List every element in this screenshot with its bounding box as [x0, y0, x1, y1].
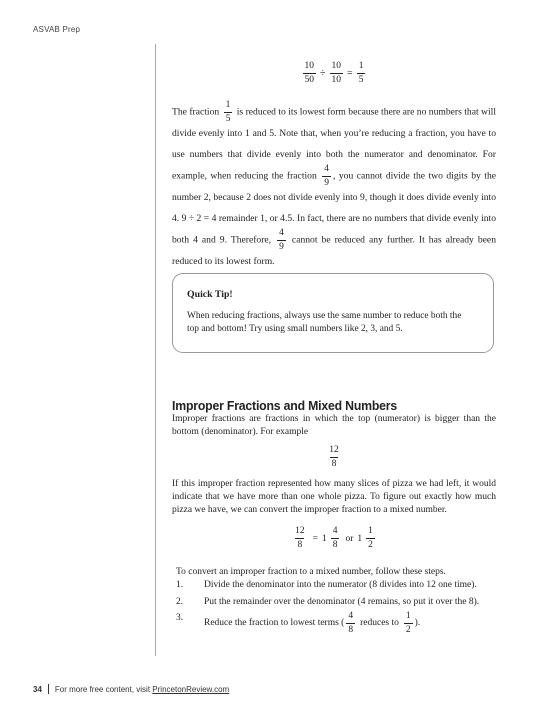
text-run: cannot be reduced any further. It has already been reduced to its lowest form.: [172, 235, 496, 268]
mixed-number-equation: [172, 527, 496, 550]
page-number: 34: [33, 684, 42, 694]
numerator: 1: [225, 100, 231, 110]
page-footer: [33, 684, 229, 694]
operator: =: [312, 533, 318, 544]
section-heading: Improper Fractions and Mixed Numbers: [172, 398, 398, 413]
footer-divider: [48, 684, 49, 694]
tip-text: When reducing fractions, always use the same number to reduce both the top and bottom! Try using small numbers like 2, 3, and 5.: [187, 311, 462, 334]
fraction: [303, 62, 317, 85]
example-fraction: [172, 446, 496, 469]
list-item: [172, 596, 496, 609]
denominator: 9: [279, 241, 284, 252]
footer-link[interactable]: PrincetonReview.com: [152, 684, 230, 694]
fraction: [331, 527, 340, 550]
operator: ÷: [320, 68, 326, 79]
intro-paragraph: Improper fractions are fractions in which the top (numerator) is bigger than the bottom (denominator). For example: [172, 414, 496, 437]
operator: =: [347, 68, 353, 79]
numerator: 1: [358, 61, 364, 71]
numerator: 10: [331, 61, 342, 71]
numerator: 4: [348, 611, 354, 621]
footer-text: For more free content, visit: [54, 684, 151, 694]
numerator: 1: [405, 611, 411, 621]
margin-rule: [155, 44, 156, 656]
tip-title: Quick Tip!: [187, 289, 233, 300]
steps-intro: To convert an improper fraction to a mixed number, follow these steps.: [176, 567, 446, 577]
fraction: [404, 612, 413, 635]
numerator: 4: [279, 228, 284, 239]
numerator: 12: [295, 526, 305, 536]
conjunction: or: [345, 533, 354, 544]
fraction: [293, 527, 307, 550]
denominator: 2: [368, 539, 373, 550]
quick-tip-box: [172, 273, 494, 353]
numerator: 4: [332, 526, 338, 536]
body-paragraph: [172, 101, 496, 273]
numerator: 4: [324, 164, 329, 175]
pizza-paragraph: If this improper fraction represented how many slices of pizza we had left, it would indicate that we have more than one whole pizza. To figure out exactly how much pizza we have, we can convert the improper fraction to a mixed number.: [172, 479, 496, 515]
denominator: 2: [405, 624, 411, 635]
numerator: 12: [329, 445, 339, 455]
step-number: 1.: [176, 580, 184, 590]
text-run: , you cannot divide the two digits by the number 2, because 2 does not divide evenly into 9, though it does divide evenly into 4. 9 ÷ 2 = 4 remainder 1, or 4.5. In fact, there are no numbers that divide evenly into both 4 and 9. Therefore,: [172, 170, 496, 247]
list-item: [172, 612, 496, 635]
fraction: [346, 612, 355, 635]
step-text: Put the remainder over the denominator (4 remains, so put it over the 8).: [204, 596, 480, 607]
steps-list: [172, 579, 496, 639]
numerator: 1: [368, 526, 373, 536]
denominator: 9: [324, 177, 329, 188]
list-item: [172, 579, 496, 592]
fraction: [366, 527, 375, 550]
whole-number: 1: [357, 533, 363, 544]
text-run: The fraction: [172, 106, 220, 118]
denominator: 8: [332, 539, 338, 550]
denominator: 8: [297, 539, 303, 550]
denominator: 50: [304, 74, 315, 85]
denominator: 5: [225, 113, 231, 124]
fraction: [277, 229, 286, 252]
step-text: Divide the denominator into the numerator (8 divides into 12 one time).: [204, 580, 477, 590]
text-run: reduces to: [360, 618, 399, 629]
text-run: Reduce the fraction to lowest terms (: [204, 618, 345, 629]
denominator: 8: [331, 458, 337, 469]
step-text: [204, 612, 496, 635]
fraction: [224, 101, 233, 124]
denominator: 10: [331, 74, 342, 85]
text-run: is reduced to its lowest form because there are no numbers that will divide evenly into 1 and 5. Note that, when you’re reducing a fraction, you have to use numbers that divide evenly into both the numerator and denominator. For example, when reducing the fraction: [172, 106, 496, 182]
step-number: 2.: [176, 596, 184, 607]
denominator: 8: [348, 624, 354, 635]
whole-number: 1: [321, 533, 327, 544]
fraction: [357, 62, 366, 85]
step-number: 3.: [176, 613, 184, 623]
fraction: [322, 165, 331, 188]
fraction: [330, 62, 344, 85]
denominator: 5: [358, 74, 364, 85]
numerator: 10: [304, 61, 315, 71]
top-equation: [172, 62, 496, 85]
text-run: ).: [414, 618, 421, 629]
running-head: ASVAB Prep: [33, 25, 81, 34]
